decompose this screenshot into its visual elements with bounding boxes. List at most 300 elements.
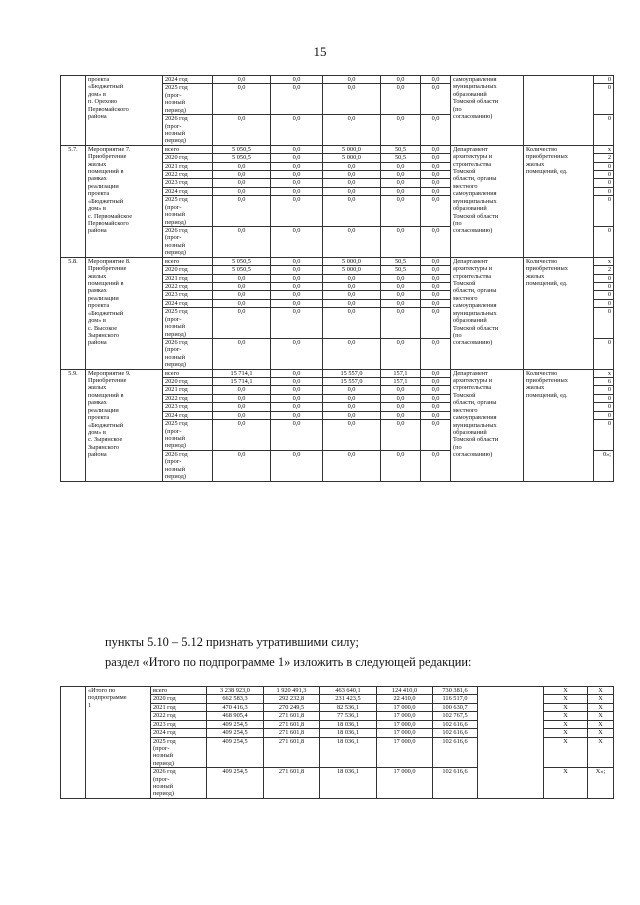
indicator-value: 0 bbox=[594, 420, 614, 451]
extra-value: 0,0 bbox=[421, 378, 451, 386]
year-cell bbox=[151, 729, 207, 737]
x-mark: Х bbox=[544, 695, 588, 703]
year-cell bbox=[163, 115, 213, 146]
regional-value: 18 036,1 bbox=[320, 737, 377, 768]
executor-line: Томской области bbox=[453, 98, 499, 106]
executor-line: муниципальных bbox=[453, 309, 497, 317]
year-line: нозный bbox=[153, 783, 173, 791]
executor-line: Департамент bbox=[453, 369, 488, 377]
measure-name bbox=[86, 145, 163, 257]
federal-value: 271 601,8 bbox=[264, 729, 320, 737]
total-value: 3 238 923,0 bbox=[207, 687, 264, 695]
year-line: нозный bbox=[165, 434, 185, 442]
x-mark: Х bbox=[588, 687, 614, 695]
regional-value: 77 536,1 bbox=[320, 712, 377, 720]
executor-line: местного bbox=[453, 294, 478, 302]
x-mark: Х bbox=[588, 703, 614, 711]
year-cell bbox=[163, 299, 213, 307]
total-value: 0,0 bbox=[213, 299, 271, 307]
indicator-line: приобретенных bbox=[526, 377, 568, 385]
year-line: нозный bbox=[165, 99, 185, 107]
year-cell bbox=[163, 84, 213, 115]
year-line: 2020 год bbox=[165, 154, 188, 162]
total-value: 468 905,4 bbox=[207, 712, 264, 720]
year-line: 2020 год bbox=[165, 378, 188, 386]
indicator-value: 0 bbox=[594, 386, 614, 394]
measure-name-line: проекта bbox=[88, 76, 110, 83]
total-value: 5 050,5 bbox=[213, 145, 271, 153]
year-cell bbox=[163, 227, 213, 258]
x-mark: Х bbox=[544, 703, 588, 711]
local-value: 0,0 bbox=[381, 338, 421, 369]
indicator bbox=[524, 369, 594, 481]
executor-line: местного bbox=[453, 182, 478, 190]
year-line: 2024 год bbox=[165, 411, 188, 419]
executor-line: Томской области bbox=[453, 324, 499, 332]
table-row bbox=[61, 687, 614, 695]
year-line: нозный bbox=[153, 752, 173, 760]
measure-name-line: «Бюджетный bbox=[88, 309, 124, 317]
year-cell bbox=[151, 720, 207, 728]
year-line: нозный bbox=[165, 323, 185, 331]
executor-line: согласованию) bbox=[453, 227, 493, 235]
year-cell bbox=[151, 737, 207, 768]
federal-value: 0,0 bbox=[271, 179, 323, 187]
executor-empty bbox=[478, 687, 544, 799]
extra-value: 0,0 bbox=[421, 450, 451, 481]
x-mark: Х bbox=[588, 712, 614, 720]
year-cell bbox=[163, 420, 213, 451]
executor-line: образований bbox=[453, 90, 487, 98]
local-value: 50,5 bbox=[381, 154, 421, 162]
indicator bbox=[524, 76, 594, 146]
measure-name-line: помещений в bbox=[88, 168, 124, 176]
regional-value: 5 000,0 bbox=[323, 154, 381, 162]
indicator-line: помещений, ед. bbox=[526, 391, 568, 399]
x-mark: Х bbox=[544, 687, 588, 695]
executor-line: строительства bbox=[453, 272, 492, 280]
year-line: всего bbox=[153, 687, 168, 694]
federal-value: 0,0 bbox=[271, 394, 323, 402]
measure-name-line: дом» в bbox=[88, 205, 106, 213]
year-cell bbox=[163, 266, 213, 274]
year-cell bbox=[163, 145, 213, 153]
year-line: (прог- bbox=[165, 315, 182, 323]
extra-value: 0,0 bbox=[421, 154, 451, 162]
total-value: 0,0 bbox=[213, 179, 271, 187]
year-line: 2024 год bbox=[165, 76, 188, 83]
federal-value: 0,0 bbox=[271, 257, 323, 265]
indicator-value: 0»; bbox=[594, 450, 614, 481]
measure-name-line: Мероприятие 9. bbox=[88, 369, 131, 377]
federal-value: 0,0 bbox=[271, 266, 323, 274]
extra-value: 0,0 bbox=[421, 386, 451, 394]
measure-name-line: проекта bbox=[88, 414, 110, 422]
indicator-line: помещений, ед. bbox=[526, 168, 568, 176]
total-value: 0,0 bbox=[213, 386, 271, 394]
total-value: 15 714,1 bbox=[213, 369, 271, 377]
year-line: период) bbox=[165, 249, 186, 257]
year-line: всего bbox=[165, 145, 180, 153]
federal-value: 0,0 bbox=[271, 145, 323, 153]
year-line: период) bbox=[165, 106, 186, 114]
total-value: 15 714,1 bbox=[213, 378, 271, 386]
local-value: 0,0 bbox=[381, 420, 421, 451]
x-mark: Х bbox=[588, 720, 614, 728]
year-line: нозный bbox=[165, 129, 185, 137]
total-value: 0,0 bbox=[213, 282, 271, 290]
year-line: 2022 год bbox=[153, 712, 176, 720]
year-cell bbox=[163, 291, 213, 299]
measure-name-line: Зырянского bbox=[88, 331, 120, 339]
paragraph-items-void: пункты 5.10 – 5.12 признать утратившими силу; bbox=[105, 635, 359, 649]
local-value: 17 000,0 bbox=[377, 712, 433, 720]
indicator bbox=[524, 145, 594, 257]
indicator-value: 0 bbox=[594, 187, 614, 195]
total-value: 0,0 bbox=[213, 338, 271, 369]
measure-name-line: Приобретение bbox=[88, 153, 127, 161]
year-line: нозный bbox=[165, 465, 185, 473]
measure-name-line: рамках bbox=[88, 175, 107, 183]
indicator-value: 0 bbox=[594, 76, 614, 84]
federal-value: 0,0 bbox=[271, 369, 323, 377]
executor-line: муниципальных bbox=[453, 421, 497, 429]
local-value: 17 000,0 bbox=[377, 720, 433, 728]
year-cell bbox=[163, 187, 213, 195]
local-value: 50,5 bbox=[381, 257, 421, 265]
year-line: 2020 год bbox=[165, 266, 188, 274]
total-value: 0,0 bbox=[213, 76, 271, 84]
measure-name-line: района bbox=[88, 227, 107, 235]
measure-name-line: жилых bbox=[88, 272, 107, 280]
year-line: 2021 год bbox=[165, 386, 188, 394]
year-line: 2025 год bbox=[165, 84, 188, 92]
indicator-value: 0 bbox=[594, 162, 614, 170]
extra-value: 116 517,0 bbox=[433, 695, 478, 703]
indicator-value: х bbox=[594, 145, 614, 153]
total-value: 0,0 bbox=[213, 450, 271, 481]
year-cell bbox=[151, 703, 207, 711]
measure-name-line: Приобретение bbox=[88, 377, 127, 385]
indicator-value: 0 bbox=[594, 84, 614, 115]
local-value: 0,0 bbox=[381, 171, 421, 179]
measure-name-line: «Бюджетный bbox=[88, 83, 124, 91]
year-cell bbox=[163, 162, 213, 170]
extra-value: 0,0 bbox=[421, 420, 451, 451]
local-value: 17 000,0 bbox=[377, 768, 433, 799]
year-line: (прог- bbox=[165, 427, 182, 435]
total-value: 0,0 bbox=[213, 420, 271, 451]
extra-value: 0,0 bbox=[421, 227, 451, 258]
extra-value: 0,0 bbox=[421, 308, 451, 339]
executor-line: архитектуры и bbox=[453, 377, 493, 385]
federal-value: 0,0 bbox=[271, 76, 323, 84]
extra-value: 730 381,6 bbox=[433, 687, 478, 695]
year-cell bbox=[163, 154, 213, 162]
federal-value: 0,0 bbox=[271, 420, 323, 451]
executor-line: архитектуры и bbox=[453, 265, 493, 273]
local-value: 50,5 bbox=[381, 266, 421, 274]
indicator-line: приобретенных bbox=[526, 153, 568, 161]
measure-number: 5.7. bbox=[61, 145, 86, 257]
year-line: (прог- bbox=[165, 234, 182, 242]
local-value: 0,0 bbox=[381, 274, 421, 282]
local-value: 17 000,0 bbox=[377, 729, 433, 737]
total-value: 0,0 bbox=[213, 196, 271, 227]
total-value: 662 583,3 bbox=[207, 695, 264, 703]
extra-value: 0,0 bbox=[421, 76, 451, 84]
year-line: 2024 год bbox=[165, 299, 188, 307]
executor-line: Томской области bbox=[453, 212, 499, 220]
measure-name bbox=[86, 76, 163, 146]
year-cell bbox=[163, 369, 213, 377]
federal-value: 0,0 bbox=[271, 162, 323, 170]
federal-value: 0,0 bbox=[271, 282, 323, 290]
year-line: 2020 год bbox=[153, 695, 176, 703]
measure-name-line: реализации bbox=[88, 406, 119, 414]
measure-name-line: помещений в bbox=[88, 391, 124, 399]
regional-value: 0,0 bbox=[323, 411, 381, 419]
measure-name-line: «Бюджетный bbox=[88, 421, 124, 429]
total-value: 0,0 bbox=[213, 411, 271, 419]
executor-line: самоуправления bbox=[453, 76, 497, 83]
year-line: 2025 год bbox=[165, 196, 188, 204]
regional-value: 0,0 bbox=[323, 227, 381, 258]
total-value: 0,0 bbox=[213, 227, 271, 258]
year-line: 2021 год bbox=[165, 162, 188, 170]
year-cell bbox=[163, 378, 213, 386]
indicator-value: 0 bbox=[594, 291, 614, 299]
local-value: 0,0 bbox=[381, 76, 421, 84]
extra-value: 0,0 bbox=[421, 179, 451, 187]
local-value: 17 000,0 bbox=[377, 737, 433, 768]
executor-line: строительства bbox=[453, 384, 492, 392]
measure-number: 5.9. bbox=[61, 369, 86, 481]
federal-value: 292 232,8 bbox=[264, 695, 320, 703]
year-line: 2022 год bbox=[165, 171, 188, 179]
federal-value: 0,0 bbox=[271, 308, 323, 339]
year-cell bbox=[163, 171, 213, 179]
total-value: 5 050,5 bbox=[213, 154, 271, 162]
year-line: нозный bbox=[165, 211, 185, 219]
federal-value: 0,0 bbox=[271, 115, 323, 146]
measure-name-line: Зырянского bbox=[88, 443, 120, 451]
extra-value: 0,0 bbox=[421, 171, 451, 179]
indicator-value: 6 bbox=[594, 378, 614, 386]
local-value: 157,1 bbox=[381, 369, 421, 377]
measure-name-line: рамках bbox=[88, 287, 107, 295]
extra-value: 0,0 bbox=[421, 369, 451, 377]
indicator-value: 2 bbox=[594, 266, 614, 274]
year-cell bbox=[151, 712, 207, 720]
extra-value: 0,0 bbox=[421, 196, 451, 227]
federal-value: 0,0 bbox=[271, 196, 323, 227]
regional-value: 0,0 bbox=[323, 386, 381, 394]
regional-value: 15 557,0 bbox=[323, 369, 381, 377]
year-line: 2025 год bbox=[165, 420, 188, 428]
indicator-value: 0 bbox=[594, 196, 614, 227]
year-line: 2024 год bbox=[153, 729, 176, 737]
x-mark: Х bbox=[544, 729, 588, 737]
total-value: 0,0 bbox=[213, 171, 271, 179]
table-row bbox=[61, 369, 614, 377]
year-line: 2026 год bbox=[165, 227, 188, 235]
year-line: всего bbox=[165, 369, 180, 377]
executor bbox=[451, 257, 524, 369]
year-line: (прог- bbox=[165, 346, 182, 354]
executor-line: области, органы bbox=[453, 399, 497, 407]
year-cell bbox=[163, 196, 213, 227]
federal-value: 0,0 bbox=[271, 154, 323, 162]
indicator bbox=[524, 257, 594, 369]
indicator-line: помещений, ед. bbox=[526, 279, 568, 287]
extra-value: 0,0 bbox=[421, 411, 451, 419]
executor-line: образований bbox=[453, 428, 487, 436]
measure-number bbox=[61, 76, 86, 146]
year-line: нозный bbox=[165, 241, 185, 249]
year-line: всего bbox=[165, 257, 180, 265]
executor-line: образований bbox=[453, 205, 487, 213]
regional-value: 0,0 bbox=[323, 274, 381, 282]
executor-line: согласованию) bbox=[453, 339, 493, 347]
extra-value: 0,0 bbox=[421, 403, 451, 411]
federal-value: 271 601,8 bbox=[264, 737, 320, 768]
total-name-line: «Итого по bbox=[88, 687, 116, 694]
federal-value: 271 601,8 bbox=[264, 720, 320, 728]
total-value: 409 254,5 bbox=[207, 737, 264, 768]
local-value: 17 000,0 bbox=[377, 703, 433, 711]
extra-value: 0,0 bbox=[421, 282, 451, 290]
table-row bbox=[61, 145, 614, 153]
indicator-value: 0 bbox=[594, 299, 614, 307]
regional-value: 18 036,1 bbox=[320, 729, 377, 737]
indicator-value: 0 bbox=[594, 308, 614, 339]
federal-value: 0,0 bbox=[271, 299, 323, 307]
executor-line: (по bbox=[453, 105, 462, 113]
regional-value: 18 036,1 bbox=[320, 720, 377, 728]
table-row bbox=[61, 257, 614, 265]
measure-name-line: района bbox=[88, 113, 107, 121]
measure-name bbox=[86, 369, 163, 481]
x-mark: Х bbox=[588, 695, 614, 703]
year-line: 2022 год bbox=[165, 394, 188, 402]
measure-name-line: с. Зырянское bbox=[88, 436, 123, 444]
indicator-line: Количество bbox=[526, 145, 558, 153]
table-row bbox=[61, 76, 614, 84]
extra-value: 0,0 bbox=[421, 145, 451, 153]
year-cell bbox=[163, 450, 213, 481]
regional-value: 0,0 bbox=[323, 308, 381, 339]
executor-line: Томской bbox=[453, 279, 476, 287]
executor-line: (по bbox=[453, 331, 462, 339]
executor-line: архитектуры и bbox=[453, 153, 493, 161]
regional-value: 82 536,1 bbox=[320, 703, 377, 711]
year-line: (прог- bbox=[153, 744, 170, 752]
year-cell bbox=[163, 411, 213, 419]
total-value: 0,0 bbox=[213, 274, 271, 282]
extra-value: 102 616,6 bbox=[433, 729, 478, 737]
executor-line: самоуправления bbox=[453, 414, 497, 422]
regional-value: 0,0 bbox=[323, 394, 381, 402]
paragraph-section-new-wording: раздел «Итого по подпрограмме 1» изложить в следующей редакции: bbox=[105, 655, 472, 669]
total-value: 0,0 bbox=[213, 187, 271, 195]
indicator-value: 0 bbox=[594, 394, 614, 402]
year-cell bbox=[163, 386, 213, 394]
year-line: 2026 год bbox=[165, 338, 188, 346]
indicator-value: 0 bbox=[594, 179, 614, 187]
measure-name-line: дом» в bbox=[88, 90, 106, 98]
total-name-line: подпрограмме bbox=[88, 694, 127, 702]
indicator-value: 0 bbox=[594, 282, 614, 290]
year-line: 2023 год bbox=[165, 179, 188, 187]
x-mark: Х bbox=[588, 729, 614, 737]
measure-number: 5.8. bbox=[61, 257, 86, 369]
executor bbox=[451, 145, 524, 257]
extra-value: 0,0 bbox=[421, 338, 451, 369]
extra-value: 0,0 bbox=[421, 187, 451, 195]
indicator-value: 0 bbox=[594, 338, 614, 369]
measure-name-line: с. Высокое bbox=[88, 324, 118, 332]
executor-line: муниципальных bbox=[453, 83, 497, 91]
year-cell bbox=[163, 282, 213, 290]
measure-name-line: «Бюджетный bbox=[88, 197, 124, 205]
year-cell bbox=[163, 338, 213, 369]
executor-line: местного bbox=[453, 406, 478, 414]
measure-name bbox=[86, 257, 163, 369]
extra-value: 0,0 bbox=[421, 266, 451, 274]
extra-value: 0,0 bbox=[421, 257, 451, 265]
regional-value: 231 423,5 bbox=[320, 695, 377, 703]
executor-line: Департамент bbox=[453, 145, 488, 153]
total-value: 0,0 bbox=[213, 115, 271, 146]
year-line: период) bbox=[165, 361, 186, 369]
extra-value: 0,0 bbox=[421, 115, 451, 146]
local-value: 0,0 bbox=[381, 386, 421, 394]
regional-value: 18 036,1 bbox=[320, 768, 377, 799]
measure-name-line: реализации bbox=[88, 294, 119, 302]
local-value: 124 410,0 bbox=[377, 687, 433, 695]
year-cell bbox=[163, 394, 213, 402]
year-line: нозный bbox=[165, 353, 185, 361]
total-value: 470 416,3 bbox=[207, 703, 264, 711]
regional-value: 5 000,0 bbox=[323, 257, 381, 265]
local-value: 0,0 bbox=[381, 227, 421, 258]
year-line: период) bbox=[165, 218, 186, 226]
year-line: 2025 год bbox=[165, 308, 188, 316]
local-value: 50,5 bbox=[381, 145, 421, 153]
measure-name-line: проекта bbox=[88, 190, 110, 198]
regional-value: 0,0 bbox=[323, 299, 381, 307]
year-line: 2025 год bbox=[153, 737, 176, 745]
executor-line: области, органы bbox=[453, 175, 497, 183]
year-line: 2023 год bbox=[153, 720, 176, 728]
local-value: 0,0 bbox=[381, 411, 421, 419]
federal-value: 0,0 bbox=[271, 403, 323, 411]
total-value: 409 254,5 bbox=[207, 729, 264, 737]
regional-value: 0,0 bbox=[323, 187, 381, 195]
indicator-line: жилых bbox=[526, 272, 545, 280]
year-cell bbox=[151, 687, 207, 695]
federal-value: 0,0 bbox=[271, 84, 323, 115]
year-cell bbox=[151, 768, 207, 799]
federal-value: 0,0 bbox=[271, 450, 323, 481]
local-value: 0,0 bbox=[381, 291, 421, 299]
indicator-line: жилых bbox=[526, 160, 545, 168]
measure-name-line: Первомайского bbox=[88, 105, 129, 113]
executor-line: области, органы bbox=[453, 287, 497, 295]
subprogram-total-table bbox=[60, 686, 614, 799]
indicator-value: 0 bbox=[594, 403, 614, 411]
